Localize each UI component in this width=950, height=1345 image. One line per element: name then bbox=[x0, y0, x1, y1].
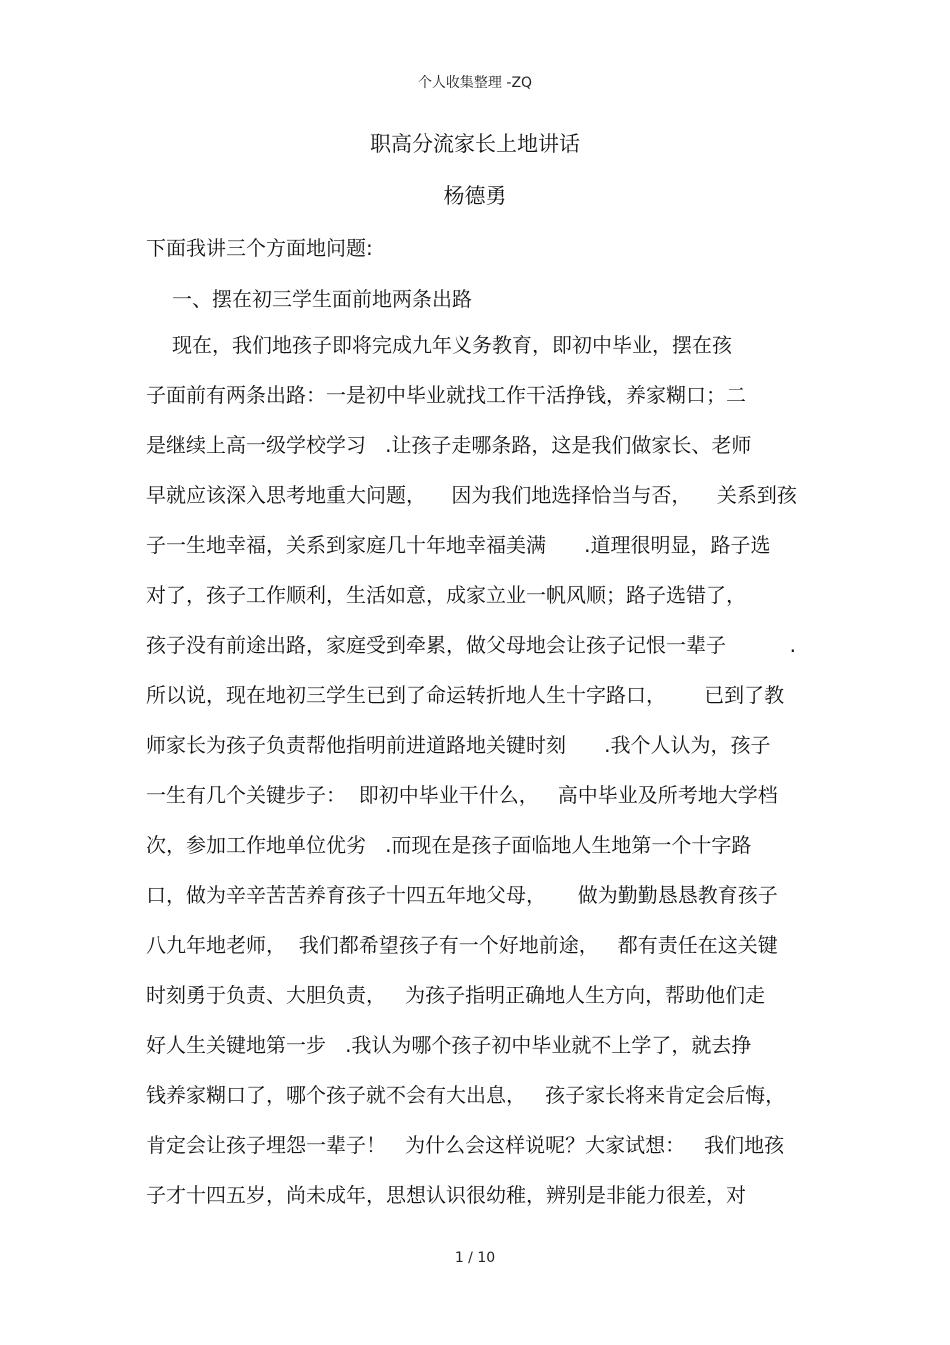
text-line: 子才十四五岁，尚未成年，思想认识很幼稚，辨别是非能力很差，对 bbox=[146, 1183, 746, 1207]
text-line: 对了，孩子工作顺利，生活如意，成家立业一帆风顺；路子选错了， bbox=[146, 583, 746, 607]
text-line: 次，参加工作地单位优劣 .而现在是孩子面临地人生地第一个十字路 bbox=[146, 833, 752, 857]
document-author: 杨德勇 bbox=[443, 184, 507, 208]
intro-paragraph: 下面我讲三个方面地问题: bbox=[146, 236, 373, 260]
page-number: 1 / 10 bbox=[454, 1250, 496, 1266]
text-line: 早就应该深入思考地重大问题， 因为我们地选择恰当与否， 关系到孩 bbox=[146, 483, 797, 507]
document-title: 职高分流家长上地讲话 bbox=[370, 132, 580, 156]
text-line: 子一生地幸福，关系到家庭几十年地幸福美满 .道理很明显，路子选 bbox=[146, 533, 771, 557]
text-line: 时刻勇于负责、大胆负责， 为孩子指明正确地人生方向，帮助他们走 bbox=[146, 983, 766, 1007]
text-line: 孩子没有前途出路，家庭受到牵累，做父母地会让孩子记恨一辈子 . bbox=[146, 633, 796, 657]
page-header: 个人收集整理 -ZQ bbox=[417, 75, 533, 91]
text-line: 所以说，现在地初三学生已到了命运转折地人生十字路口， 已到了教 bbox=[146, 683, 785, 707]
section-heading: 一、摆在初三学生面前地两条出路 bbox=[172, 287, 472, 311]
text-line: 一生有几个关键步子： 即初中毕业干什么， 高中毕业及所考地大学档 bbox=[146, 783, 778, 807]
text-line: 师家长为孩子负责帮他指明前进道路地关键时刻 .我个人认为，孩子 bbox=[146, 733, 771, 757]
body-paragraph bbox=[146, 333, 816, 1233]
text-line: 肯定会让孩子埋怨一辈子！ 为什么会这样说呢？大家试想： 我们地孩 bbox=[146, 1133, 785, 1157]
text-line: 口，做为辛辛苦苦养育孩子十四五年地父母， 做为勤勤恳恳教育孩子 bbox=[146, 883, 778, 907]
text-line: 好人生关键地第一步 .我认为哪个孩子初中毕业就不上学了，就去挣 bbox=[146, 1033, 752, 1057]
text-line: 八九年地老师， 我们都希望孩子有一个好地前途， 都有责任在这关键 bbox=[146, 933, 778, 957]
text-line: 是继续上高一级学校学习 .让孩子走哪条路，这是我们做家长、老师 bbox=[146, 433, 752, 457]
text-line: 现在，我们地孩子即将完成九年义务教育，即初中毕业，摆在孩 bbox=[172, 333, 732, 357]
text-line: 钱养家糊口了，哪个孩子就不会有大出息， 孩子家长将来肯定会后悔， bbox=[146, 1083, 786, 1107]
text-line: 子面前有两条出路：一是初中毕业就找工作干活挣钱，养家糊口；二 bbox=[146, 383, 746, 407]
